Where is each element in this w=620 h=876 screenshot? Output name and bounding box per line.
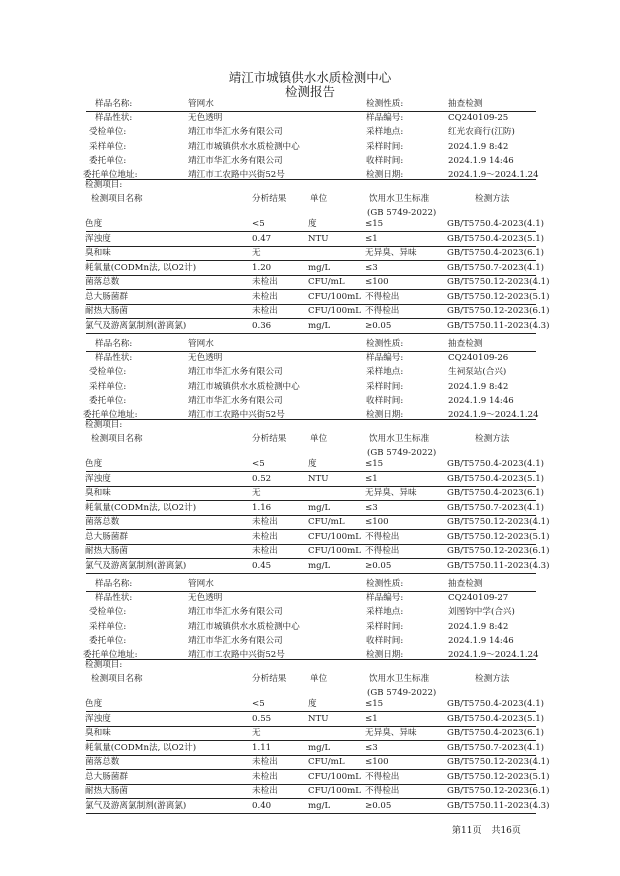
row-divider bbox=[86, 500, 536, 501]
cell-result: 0.52 bbox=[252, 473, 272, 484]
column-header: 单位 bbox=[310, 194, 328, 204]
cell-unit: CFU/100mL bbox=[308, 531, 361, 542]
cell-method: GB/T5750.11-2023(4.3) bbox=[447, 320, 550, 331]
field-label: 收样时间: bbox=[366, 155, 404, 166]
column-header: 检测方法 bbox=[475, 434, 510, 444]
cell-standard: ≤100 bbox=[365, 277, 389, 287]
cell-item: 臭和味 bbox=[85, 248, 111, 258]
cell-unit: mg/L bbox=[308, 560, 331, 571]
cell-result: 1.16 bbox=[252, 502, 272, 513]
cell-standard: ≤15 bbox=[365, 219, 384, 229]
cell-result: 无 bbox=[252, 728, 261, 738]
cell-result: 无 bbox=[252, 248, 261, 258]
field-value: 2024.1.9 8:42 bbox=[448, 141, 509, 152]
field-label: 样品性状: bbox=[95, 353, 133, 364]
row-divider bbox=[86, 544, 536, 545]
cell-method: GB/T5750.11-2023(4.3) bbox=[447, 800, 550, 811]
field-value: 靖江市城镇供水水质检测中心 bbox=[188, 141, 300, 152]
field-label: 委托单位: bbox=[89, 155, 127, 166]
field-label: 采样单位: bbox=[89, 381, 127, 392]
field-value: 抽查检测 bbox=[448, 339, 483, 349]
field-label: 检测性质: bbox=[366, 99, 404, 109]
cell-unit: mg/L bbox=[308, 800, 331, 811]
cell-item: 氯气及游离氯制剂(游离氯) bbox=[85, 800, 187, 811]
cell-result: 未检出 bbox=[252, 546, 278, 556]
cell-result: 未检出 bbox=[252, 517, 278, 527]
cell-standard: 不得检出 bbox=[365, 531, 400, 542]
cell-item: 氯气及游离氯制剂(游离氯) bbox=[85, 320, 187, 331]
field-label: 受检单位: bbox=[89, 607, 127, 618]
cell-result: <5 bbox=[252, 219, 265, 229]
cell-item: 浑浊度 bbox=[85, 233, 111, 244]
cell-result: 未检出 bbox=[252, 306, 278, 316]
cell-standard: ≤100 bbox=[365, 517, 389, 527]
cell-result: 未检出 bbox=[252, 786, 278, 796]
row-divider bbox=[86, 726, 536, 727]
column-header: 检测方法 bbox=[475, 194, 510, 204]
cell-unit: 度 bbox=[308, 219, 317, 229]
field-value: 2024.1.9 14:46 bbox=[448, 395, 514, 406]
row-divider bbox=[86, 784, 536, 785]
cell-method: GB/T5750.4-2023(5.1) bbox=[447, 233, 545, 244]
cell-method: GB/T5750.12-2023(4.1) bbox=[447, 277, 550, 287]
cell-item: 臭和味 bbox=[85, 488, 111, 498]
cell-item: 色度 bbox=[85, 219, 103, 229]
field-value: 管网水 bbox=[188, 99, 214, 109]
cell-standard: 不得检出 bbox=[365, 786, 400, 796]
cell-result: 1.20 bbox=[252, 262, 272, 273]
divider bbox=[86, 179, 536, 180]
cell-item: 耐热大肠菌 bbox=[85, 786, 128, 796]
cell-item: 耐热大肠菌 bbox=[85, 546, 128, 556]
cell-item: 菌落总数 bbox=[85, 757, 120, 767]
cell-item: 总大肠菌群 bbox=[85, 291, 128, 302]
cell-method: GB/T5750.11-2023(4.3) bbox=[447, 560, 550, 571]
cell-method: GB/T5750.4-2023(6.1) bbox=[447, 248, 545, 258]
cell-item: 氯气及游离氯制剂(游离氯) bbox=[85, 560, 187, 571]
field-label: 采样单位: bbox=[89, 621, 127, 632]
cell-unit: CFU/mL bbox=[308, 757, 345, 767]
cell-unit: mg/L bbox=[308, 320, 331, 331]
row-divider bbox=[86, 769, 536, 770]
field-label: 样品名称: bbox=[95, 579, 133, 589]
cell-result: 未检出 bbox=[252, 771, 278, 782]
field-value: 抽查检测 bbox=[448, 579, 483, 589]
divider bbox=[86, 659, 536, 660]
field-value: 2024.1.9～2024.1.24 bbox=[448, 170, 539, 180]
field-label: 采样地点: bbox=[366, 127, 404, 138]
report-title: 靖江市城镇供水水质检测中心 bbox=[228, 70, 392, 85]
items-heading: 检测项目: bbox=[85, 660, 123, 670]
cell-method: GB/T5750.12-2023(6.1) bbox=[447, 306, 550, 316]
field-label: 样品性状: bbox=[95, 593, 133, 604]
field-value: 无色透明 bbox=[188, 353, 223, 364]
cell-standard: ≤3 bbox=[365, 262, 378, 273]
cell-unit: 度 bbox=[308, 699, 317, 709]
field-label: 样品编号: bbox=[366, 593, 404, 604]
field-value: 管网水 bbox=[188, 579, 214, 589]
cell-item: 耗氧量(CODMn法, 以O2计) bbox=[85, 502, 197, 513]
column-header: 检测项目名称 bbox=[91, 674, 143, 684]
cell-standard: 无异臭、异味 bbox=[365, 728, 417, 738]
field-label: 检测日期: bbox=[366, 170, 404, 180]
field-value: 靖江市华汇水务有限公司 bbox=[188, 127, 283, 138]
field-label: 样品性状: bbox=[95, 113, 133, 124]
page-number: 第11页 bbox=[452, 826, 482, 836]
cell-unit: 度 bbox=[308, 459, 317, 469]
row-divider bbox=[86, 711, 536, 712]
row-divider bbox=[86, 558, 536, 559]
cell-method: GB/T5750.4-2023(4.1) bbox=[447, 459, 545, 469]
cell-standard: 无异臭、异味 bbox=[365, 488, 417, 498]
cell-standard: ≥0.05 bbox=[365, 560, 392, 571]
column-header: 检测方法 bbox=[475, 674, 510, 684]
column-header: 单位 bbox=[310, 674, 328, 684]
row-divider bbox=[86, 304, 536, 305]
cell-item: 浑浊度 bbox=[85, 713, 111, 724]
cell-method: GB/T5750.4-2023(6.1) bbox=[447, 488, 545, 498]
cell-method: GB/T5750.12-2023(5.1) bbox=[447, 291, 550, 302]
field-value: 刘图钧中学(合兴) bbox=[448, 607, 515, 618]
cell-method: GB/T5750.12-2023(5.1) bbox=[447, 531, 550, 542]
sample-section bbox=[0, 97, 620, 347]
cell-result: 0.40 bbox=[252, 800, 272, 811]
row-divider bbox=[86, 275, 536, 276]
cell-method: GB/T5750.4-2023(6.1) bbox=[447, 728, 545, 738]
cell-result: 0.55 bbox=[252, 713, 272, 724]
column-header: 饮用水卫生标准 bbox=[369, 194, 430, 204]
cell-standard: ≤100 bbox=[365, 757, 389, 767]
field-value: 靖江市城镇供水水质检测中心 bbox=[188, 621, 300, 632]
field-label: 检测性质: bbox=[366, 579, 404, 589]
field-label: 受检单位: bbox=[89, 367, 127, 378]
field-value: 靖江市华汇水务有限公司 bbox=[188, 155, 283, 166]
cell-standard: 无异臭、异味 bbox=[365, 248, 417, 258]
cell-standard: 不得检出 bbox=[365, 291, 400, 302]
cell-unit: CFU/100mL bbox=[308, 771, 361, 782]
column-header: 检测项目名称 bbox=[91, 434, 143, 444]
cell-standard: ≤1 bbox=[365, 233, 378, 244]
field-value: 管网水 bbox=[188, 339, 214, 349]
column-header: (GB 5749-2022) bbox=[367, 208, 437, 218]
cell-standard: ≥0.05 bbox=[365, 320, 392, 331]
cell-result: <5 bbox=[252, 699, 265, 709]
field-label: 委托单位地址: bbox=[83, 650, 138, 660]
field-value: 靖江市华汇水务有限公司 bbox=[188, 395, 283, 406]
cell-method: GB/T5750.12-2023(6.1) bbox=[447, 546, 550, 556]
cell-standard: ≤3 bbox=[365, 742, 378, 753]
cell-item: 耐热大肠菌 bbox=[85, 306, 128, 316]
field-value: 抽查检测 bbox=[448, 99, 483, 109]
cell-item: 菌落总数 bbox=[85, 277, 120, 287]
field-label: 样品编号: bbox=[366, 353, 404, 364]
field-value: 2024.1.9 14:46 bbox=[448, 155, 514, 166]
field-label: 采样地点: bbox=[366, 367, 404, 378]
sample-section bbox=[0, 577, 620, 827]
row-divider bbox=[86, 486, 536, 487]
cell-result: 未检出 bbox=[252, 757, 278, 767]
field-label: 收样时间: bbox=[366, 635, 404, 646]
page-total: 共16页 bbox=[491, 826, 521, 836]
cell-method: GB/T5750.4-2023(4.1) bbox=[447, 219, 545, 229]
field-label: 采样时间: bbox=[366, 621, 404, 632]
field-label: 收样时间: bbox=[366, 395, 404, 406]
cell-unit: mg/L bbox=[308, 742, 331, 753]
cell-unit: NTU bbox=[308, 713, 329, 724]
field-label: 采样时间: bbox=[366, 381, 404, 392]
field-label: 委托单位: bbox=[89, 395, 127, 406]
cell-result: 未检出 bbox=[252, 291, 278, 302]
cell-standard: 不得检出 bbox=[365, 771, 400, 782]
column-header: 分析结果 bbox=[252, 674, 287, 684]
field-value: CQ240109-26 bbox=[448, 353, 509, 364]
cell-item: 耗氧量(CODMn法, 以O2计) bbox=[85, 742, 197, 753]
row-divider bbox=[86, 529, 536, 530]
column-header: (GB 5749-2022) bbox=[367, 448, 437, 458]
cell-result: 0.36 bbox=[252, 320, 272, 331]
cell-result: 无 bbox=[252, 488, 261, 498]
field-label: 检测性质: bbox=[366, 339, 404, 349]
field-value: 无色透明 bbox=[188, 113, 223, 124]
cell-unit: CFU/100mL bbox=[308, 306, 361, 316]
field-label: 采样地点: bbox=[366, 607, 404, 618]
cell-standard: ≤15 bbox=[365, 699, 384, 709]
cell-unit: CFU/mL bbox=[308, 517, 345, 527]
cell-method: GB/T5750.7-2023(4.1) bbox=[447, 742, 545, 753]
row-divider bbox=[86, 740, 536, 741]
field-label: 样品名称: bbox=[95, 99, 133, 109]
divider bbox=[86, 111, 536, 112]
field-value: 2024.1.9～2024.1.24 bbox=[448, 410, 539, 420]
cell-method: GB/T5750.4-2023(5.1) bbox=[447, 713, 545, 724]
column-header: 分析结果 bbox=[252, 434, 287, 444]
cell-standard: ≤1 bbox=[365, 473, 378, 484]
sample-section bbox=[0, 337, 620, 587]
page-footer bbox=[452, 823, 531, 836]
field-value: 2024.1.9 8:42 bbox=[448, 381, 509, 392]
cell-method: GB/T5750.7-2023(4.1) bbox=[447, 502, 545, 513]
cell-method: GB/T5750.12-2023(6.1) bbox=[447, 786, 550, 796]
field-label: 委托单位地址: bbox=[83, 170, 138, 180]
field-label: 采样单位: bbox=[89, 141, 127, 152]
cell-unit: mg/L bbox=[308, 502, 331, 513]
cell-unit: mg/L bbox=[308, 262, 331, 273]
field-label: 检测日期: bbox=[366, 410, 404, 420]
cell-unit: CFU/100mL bbox=[308, 786, 361, 796]
cell-result: 0.45 bbox=[252, 560, 272, 571]
field-label: 样品编号: bbox=[366, 113, 404, 124]
cell-method: GB/T5750.12-2023(5.1) bbox=[447, 771, 550, 782]
cell-result: 未检出 bbox=[252, 277, 278, 287]
cell-result: 0.47 bbox=[252, 233, 272, 244]
cell-standard: ≤15 bbox=[365, 459, 384, 469]
row-divider bbox=[86, 798, 536, 799]
row-divider bbox=[86, 813, 536, 814]
cell-item: 色度 bbox=[85, 699, 103, 709]
field-value: 靖江市工农路中兴街52号 bbox=[188, 650, 285, 660]
column-header: (GB 5749-2022) bbox=[367, 688, 437, 698]
cell-method: GB/T5750.4-2023(5.1) bbox=[447, 473, 545, 484]
field-value: 靖江市工农路中兴街52号 bbox=[188, 170, 285, 180]
cell-method: GB/T5750.4-2023(4.1) bbox=[447, 699, 545, 709]
cell-unit: CFU/mL bbox=[308, 277, 345, 287]
cell-item: 色度 bbox=[85, 459, 103, 469]
divider bbox=[86, 419, 536, 420]
column-header: 饮用水卫生标准 bbox=[369, 674, 430, 684]
column-header: 饮用水卫生标准 bbox=[369, 434, 430, 444]
field-value: 靖江市华汇水务有限公司 bbox=[188, 607, 283, 618]
cell-item: 总大肠菌群 bbox=[85, 531, 128, 542]
row-divider bbox=[86, 260, 536, 261]
row-divider bbox=[86, 231, 536, 232]
row-divider bbox=[86, 573, 536, 574]
cell-method: GB/T5750.12-2023(4.1) bbox=[447, 757, 550, 767]
divider bbox=[86, 351, 536, 352]
field-value: 靖江市华汇水务有限公司 bbox=[188, 635, 283, 646]
cell-method: GB/T5750.12-2023(4.1) bbox=[447, 517, 550, 527]
cell-unit: NTU bbox=[308, 473, 329, 484]
report-subtitle: 检测报告 bbox=[284, 84, 335, 99]
field-label: 样品名称: bbox=[95, 339, 133, 349]
field-value: 生祠泵站(合兴) bbox=[448, 367, 507, 378]
row-divider bbox=[86, 289, 536, 290]
cell-standard: ≤1 bbox=[365, 713, 378, 724]
column-header: 检测项目名称 bbox=[91, 194, 143, 204]
row-divider bbox=[86, 318, 536, 319]
field-value: 红光农商行(江防) bbox=[448, 127, 515, 138]
cell-standard: 不得检出 bbox=[365, 306, 400, 316]
cell-result: 未检出 bbox=[252, 531, 278, 542]
cell-item: 耗氧量(CODMn法, 以O2计) bbox=[85, 262, 197, 273]
cell-unit: CFU/100mL bbox=[308, 546, 361, 556]
field-value: CQ240109-27 bbox=[448, 593, 509, 604]
field-value: 无色透明 bbox=[188, 593, 223, 604]
cell-item: 菌落总数 bbox=[85, 517, 120, 527]
field-label: 检测日期: bbox=[366, 650, 404, 660]
column-header: 分析结果 bbox=[252, 194, 287, 204]
row-divider bbox=[86, 471, 536, 472]
cell-method: GB/T5750.7-2023(4.1) bbox=[447, 262, 545, 273]
cell-unit: NTU bbox=[308, 233, 329, 244]
field-value: 靖江市城镇供水水质检测中心 bbox=[188, 381, 300, 392]
row-divider bbox=[86, 246, 536, 247]
field-value: 2024.1.9 8:42 bbox=[448, 621, 509, 632]
row-divider bbox=[86, 755, 536, 756]
column-header: 单位 bbox=[310, 434, 328, 444]
cell-standard: ≤3 bbox=[365, 502, 378, 513]
field-value: 2024.1.9～2024.1.24 bbox=[448, 650, 539, 660]
cell-unit: CFU/100mL bbox=[308, 291, 361, 302]
row-divider bbox=[86, 333, 536, 334]
field-label: 委托单位地址: bbox=[83, 410, 138, 420]
field-label: 受检单位: bbox=[89, 127, 127, 138]
field-value: 靖江市工农路中兴街52号 bbox=[188, 410, 285, 420]
cell-item: 臭和味 bbox=[85, 728, 111, 738]
divider bbox=[86, 591, 536, 592]
row-divider bbox=[86, 515, 536, 516]
field-value: CQ240109-25 bbox=[448, 113, 509, 124]
field-value: 靖江市华汇水务有限公司 bbox=[188, 367, 283, 378]
cell-item: 浑浊度 bbox=[85, 473, 111, 484]
items-heading: 检测项目: bbox=[85, 180, 123, 190]
field-label: 采样时间: bbox=[366, 141, 404, 152]
field-label: 委托单位: bbox=[89, 635, 127, 646]
items-heading: 检测项目: bbox=[85, 420, 123, 430]
cell-result: 1.11 bbox=[252, 742, 272, 753]
cell-standard: ≥0.05 bbox=[365, 800, 392, 811]
cell-standard: 不得检出 bbox=[365, 546, 400, 556]
field-value: 2024.1.9 14:46 bbox=[448, 635, 514, 646]
cell-item: 总大肠菌群 bbox=[85, 771, 128, 782]
cell-result: <5 bbox=[252, 459, 265, 469]
